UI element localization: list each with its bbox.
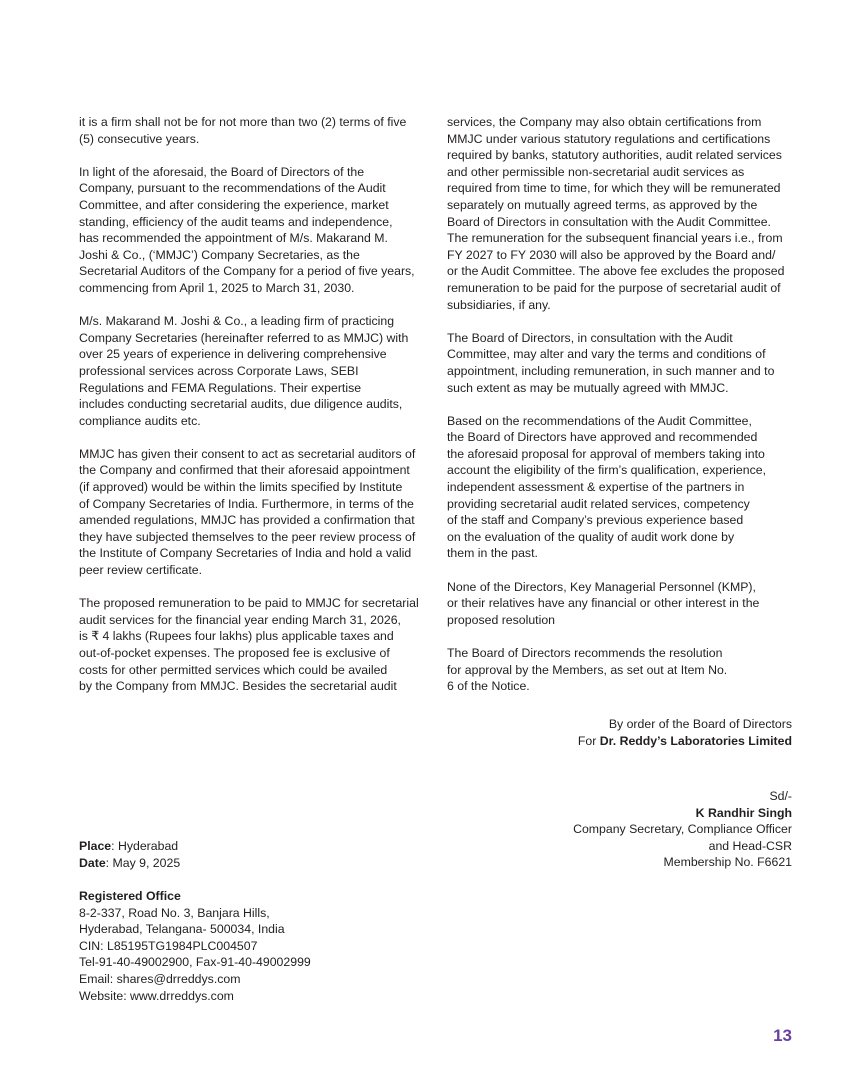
signoff-prefix: For [577, 733, 600, 748]
signoff-company-line [578, 733, 792, 750]
signatory-name: K Randhir Singh [695, 805, 792, 820]
paragraph: The Board of Directors, in consultation with the Audit Committee, may alter and vary the terms and conditions of appointment, including remuneration, in such manner and to such extent as may be mutually agreed with MMJC. [447, 330, 775, 395]
membership-number: Membership No. F6621 [663, 855, 792, 870]
date-line [79, 855, 180, 872]
registered-office-heading: Registered Office [79, 889, 181, 903]
signatory-title-2: and Head-CSR [708, 838, 792, 853]
paragraph: The proposed remuneration to be paid to MMJC for secretarial audit services for the financial year ending March 31, 2026, is ₹ 4 lakhs (Rupees four lakhs) plus applicable taxes and out-of-pocket expenses. The proposed fee is exclusive of costs for other permitted services which could be availed by the Company from MMJC. Besides the secretarial audit [79, 596, 419, 694]
signatory-title: Company Secretary, Compliance Officer [573, 822, 792, 837]
phone-fax-line: Tel-91-40-49002900, Fax-91-40-49002999 [79, 955, 311, 970]
place-date-block [79, 838, 180, 871]
paragraph: services, the Company may also obtain certifications from MMJC under various statutory regulations and certifications required by banks, statutory authorities, audit related services and other permissible non-secretarial audit services as required from time to time, for which they will be remunerated separately on mutually agreed terms, as approved by the Board of Directors in consultation with the Audit Committee. The remuneration for the subsequent financial years i.e., from FY 2027 to FY 2030 will also be approved by the Board and/ or the Audit Committee. The above fee excludes the proposed remuneration to be paid for the purpose of secretarial audit of subsidiaries, if any. [447, 115, 785, 312]
left-text-column [79, 114, 431, 711]
signoff-line: By order of the Board of Directors [608, 717, 792, 731]
paragraph: MMJC has given their consent to act as secretarial auditors of the Company and confirmed that their aforesaid appointment (if approved) would be within the limits specified by Institute of Company Secretaries of India. Furthermore, in terms of the amended regulations, MMJC has provided a confirmation that they have subjected themselves to the peer review process of the Institute of Company Secretaries of India and hold a valid peer review certificate. [79, 446, 416, 578]
signatory-block [573, 788, 792, 871]
date-label: Date [79, 855, 106, 870]
paragraph: In light of the aforesaid, the Board of Directors of the Company, pursuant to the recommendations of the Audit Committee, and after considering the experience, market standing, efficiency of the audit teams and independence, has recommended the appointment of M/s. Makarand M. Joshi & Co., (‘MMJC’) Company Secretaries, as the Secretarial Auditors of the Company for a period of five years, commencing from April 1, 2025 to March 31, 2030. [79, 164, 415, 295]
board-signoff [578, 716, 792, 749]
paragraph: None of the Directors, Key Managerial Personnel (KMP), or their relatives have any financial or other interest in the proposed resolution [447, 579, 760, 627]
date-value: : May 9, 2025 [105, 855, 181, 870]
place-line [79, 838, 180, 855]
cin-line: CIN: L85195TG1984PLC004507 [79, 938, 258, 953]
address-line: Hyderabad, Telangana- 500034, India [79, 922, 285, 937]
place-value: : Hyderabad [111, 839, 179, 853]
paragraph: M/s. Makarand M. Joshi & Co., a leading firm of practicing Company Secretaries (hereinafter referred to as MMJC) with over 25 years of experience in delivering comprehensive professional services across Corporate Laws, SEBI Regulations and FEMA Regulations. Their expertise includes conducting secretarial audits, due diligence audits, compliance audits etc. [79, 314, 409, 428]
sd-mark: Sd/- [769, 789, 792, 803]
website-line: Website: www.drreddys.com [79, 988, 234, 1003]
address-line: 8-2-337, Road No. 3, Banjara Hills, [79, 905, 270, 920]
email-line: Email: shares@drreddys.com [79, 971, 241, 986]
paragraph: Based on the recommendations of the Audit Committee, the Board of Directors have approved and recommended the aforesaid proposal for approval of members taking into account the eligibility of the firm’s qualification, experience, independent assessment & expertise of the partners in providing secretarial audit related services, competency of the staff and Company’s previous experience based on the evaluation of the quality of audit work done by them in the past. [447, 413, 766, 561]
company-name: Dr. Reddy’s Laboratories Limited [599, 733, 792, 748]
page-number: 13 [773, 1026, 792, 1045]
paragraph: it is a firm shall not be for not more than two (2) terms of five (5) consecutive years. [79, 115, 407, 146]
right-text-column [447, 114, 797, 711]
registered-office-block [79, 888, 311, 1004]
place-label: Place [79, 839, 112, 853]
paragraph: The Board of Directors recommends the resolution for approval by the Members, as set out at Item No. 6 of the Notice. [447, 646, 728, 694]
